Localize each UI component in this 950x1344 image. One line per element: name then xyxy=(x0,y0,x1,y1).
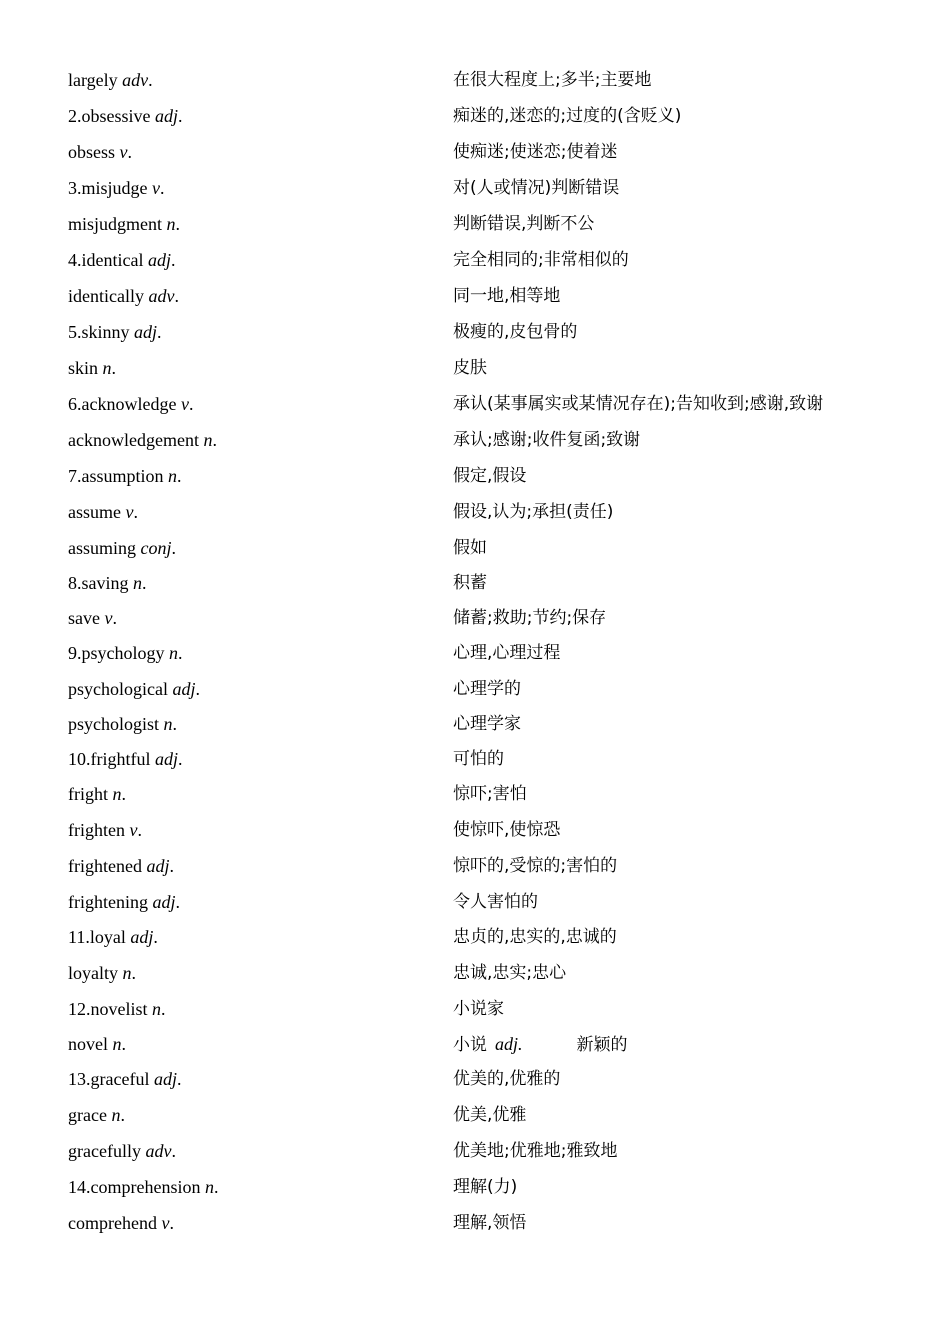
entry-meaning: 心理学家 xyxy=(453,714,521,734)
entry-meaning: 承认(某事属实或某情况存在);告知收到;感谢,致谢 xyxy=(453,394,824,414)
entry-word: 8.saving n. xyxy=(68,573,147,593)
entry-meaning: 优美,优雅 xyxy=(453,1105,527,1125)
word-text: misjudgment xyxy=(68,214,162,234)
entry-meaning: 忠贞的,忠实的,忠诚的 xyxy=(453,927,617,947)
entry-row xyxy=(68,494,898,530)
entry-word: 14.comprehension n. xyxy=(68,1177,219,1197)
entry-meaning: 可怕的 xyxy=(453,749,504,769)
entry-word: obsess v. xyxy=(68,142,133,162)
word-text: 13.graceful xyxy=(68,1069,150,1089)
entry-row xyxy=(68,422,898,458)
entry-meaning: 惊吓;害怕 xyxy=(453,784,527,804)
extra-part-of-speech: adj. xyxy=(495,1034,523,1054)
entry-row xyxy=(68,1061,898,1097)
word-text: 10.frightful xyxy=(68,749,151,769)
part-of-speech: adj xyxy=(153,1069,177,1089)
word-text: 7.assumption xyxy=(68,466,164,486)
entry-word: assume v. xyxy=(68,502,138,522)
entry-row xyxy=(68,170,898,206)
word-text: 8.saving xyxy=(68,573,129,593)
part-of-speech: conj xyxy=(140,538,172,558)
entry-word: novel n. xyxy=(68,1034,126,1054)
entry-meaning: 使惊吓,使惊恐 xyxy=(453,820,561,840)
entry-row xyxy=(68,812,898,848)
part-of-speech: adv xyxy=(122,70,149,90)
entry-row xyxy=(68,919,898,955)
entry-meaning: 优美地;优雅地;雅致地 xyxy=(453,1141,618,1161)
word-text: 6.acknowledge xyxy=(68,394,177,414)
part-of-speech: v xyxy=(104,608,113,628)
word-text: loyalty xyxy=(68,963,118,983)
entry-meaning: 同一地,相等地 xyxy=(453,286,561,306)
part-of-speech: adj xyxy=(134,322,158,342)
entry-meaning: 极瘦的,皮包骨的 xyxy=(453,322,578,342)
entry-word: fright n. xyxy=(68,784,126,804)
word-text: comprehend xyxy=(68,1213,157,1233)
word-text: assume xyxy=(68,502,121,522)
word-text: save xyxy=(68,608,100,628)
entry-word: frightened adj. xyxy=(68,856,174,876)
entry-row xyxy=(68,635,898,671)
entry-word: gracefully adv. xyxy=(68,1141,176,1161)
entry-row xyxy=(68,671,898,706)
word-text: 4.identical xyxy=(68,250,144,270)
vocabulary-list xyxy=(68,62,898,1241)
entry-row xyxy=(68,600,898,635)
part-of-speech: n xyxy=(169,643,178,663)
entry-row xyxy=(68,848,898,884)
entry-meaning: 理解(力) xyxy=(453,1177,518,1197)
entry-word: 3.misjudge v. xyxy=(68,178,165,198)
word-text: psychological xyxy=(68,679,168,699)
entry-word: grace n. xyxy=(68,1105,125,1125)
entry-meaning: 假设,认为;承担(责任) xyxy=(453,502,614,522)
word-text: frightening xyxy=(68,892,148,912)
entry-row xyxy=(68,884,898,919)
entry-word: save v. xyxy=(68,608,117,628)
word-text: 9.psychology xyxy=(68,643,165,663)
part-of-speech: adj xyxy=(147,250,171,270)
entry-row xyxy=(68,565,898,600)
part-of-speech: n xyxy=(112,1034,122,1054)
word-text: 2.obsessive xyxy=(68,106,151,126)
entry-row xyxy=(68,530,898,565)
word-text: 5.skinny xyxy=(68,322,130,342)
entry-word: frighten v. xyxy=(68,820,142,840)
entry-row xyxy=(68,741,898,776)
entry-row xyxy=(68,242,898,278)
entry-meaning: 忠诚,忠实;忠心 xyxy=(453,963,567,983)
word-text: 14.comprehension xyxy=(68,1177,201,1197)
entry-word: loyalty n. xyxy=(68,963,136,983)
part-of-speech: n xyxy=(102,358,112,378)
word-text: 12.novelist xyxy=(68,999,148,1019)
entry-meaning: 令人害怕的 xyxy=(453,892,538,912)
word-text: psychologist xyxy=(68,714,160,734)
entry-row xyxy=(68,62,898,98)
part-of-speech: adj xyxy=(155,749,179,769)
word-text: 3.misjudge xyxy=(68,178,148,198)
entry-row xyxy=(68,706,898,741)
entry-meaning: 储蓄;救助;节约;保存 xyxy=(453,608,607,628)
part-of-speech: adj xyxy=(146,856,170,876)
entry-row xyxy=(68,350,898,386)
entry-row xyxy=(68,991,898,1026)
word-text: grace xyxy=(68,1105,107,1125)
entry-row xyxy=(68,458,898,494)
entry-word: 6.acknowledge v. xyxy=(68,394,194,414)
part-of-speech: adv xyxy=(148,286,175,306)
entry-row xyxy=(68,278,898,314)
part-of-speech: v xyxy=(152,178,160,198)
extra-pos-text: adj xyxy=(495,1034,519,1054)
extra-meaning: 新颖的 xyxy=(576,1035,628,1055)
entry-word: 4.identical adj. xyxy=(68,250,176,270)
entry-meaning: 优美的,优雅的 xyxy=(453,1069,561,1089)
part-of-speech: adv xyxy=(145,1141,172,1161)
part-of-speech: n xyxy=(152,999,161,1019)
part-of-speech: v xyxy=(125,502,134,522)
entry-word: largely adv. xyxy=(68,70,153,90)
entry-meaning: 假如 xyxy=(453,538,487,558)
entry-meaning: 小说家 xyxy=(453,999,504,1019)
entry-row xyxy=(68,1026,898,1061)
entry-word: misjudgment n. xyxy=(68,214,180,234)
part-of-speech: n xyxy=(163,714,173,734)
entry-meaning: 对(人或情况)判断错误 xyxy=(453,178,620,198)
entry-row xyxy=(68,134,898,170)
entry-word: 9.psychology n. xyxy=(68,643,183,663)
word-text: frighten xyxy=(68,820,125,840)
word-text: assuming xyxy=(68,538,137,558)
entry-word: skin n. xyxy=(68,358,117,378)
entry-meaning: 皮肤 xyxy=(453,358,487,378)
part-of-speech: n xyxy=(111,1105,121,1125)
part-of-speech: v xyxy=(161,1213,170,1233)
entry-word: 12.novelist n. xyxy=(68,999,166,1019)
word-text: largely xyxy=(68,70,118,90)
part-of-speech: n xyxy=(168,466,178,486)
word-text: fright xyxy=(68,784,108,804)
entry-meaning: 理解,领悟 xyxy=(453,1213,527,1233)
part-of-speech: n xyxy=(112,784,122,804)
word-text: identically xyxy=(68,286,144,306)
entry-row xyxy=(68,314,898,350)
part-of-speech: adj xyxy=(130,927,154,947)
entry-row xyxy=(68,1169,898,1205)
entry-word: comprehend v. xyxy=(68,1213,174,1233)
entry-word: identically adv. xyxy=(68,286,179,306)
entry-meaning: 痴迷的,迷恋的;过度的(含贬义) xyxy=(453,106,682,126)
word-text: 11.loyal xyxy=(68,927,126,947)
entry-word: psychologist n. xyxy=(68,714,178,734)
part-of-speech: n xyxy=(203,430,213,450)
entry-row xyxy=(68,1205,898,1241)
entry-meaning: 心理,心理过程 xyxy=(453,643,561,663)
part-of-speech: adj xyxy=(155,106,179,126)
entry-meaning: 判断错误,判断不公 xyxy=(453,214,595,234)
entry-row xyxy=(68,1097,898,1133)
entry-meaning: 完全相同的;非常相似的 xyxy=(453,250,629,270)
part-of-speech: v xyxy=(119,142,128,162)
entry-word: 11.loyal adj. xyxy=(68,927,158,947)
entry-word: 13.graceful adj. xyxy=(68,1069,182,1089)
entry-word: 5.skinny adj. xyxy=(68,322,162,342)
entry-word: 7.assumption n. xyxy=(68,466,182,486)
entry-word: assuming conj. xyxy=(68,538,177,558)
entry-word: psychological adj. xyxy=(68,679,200,699)
entry-word: 10.frightful adj. xyxy=(68,749,183,769)
entry-meaning: 使痴迷;使迷恋;使着迷 xyxy=(453,142,618,162)
entry-meaning: 积蓄 xyxy=(453,573,487,593)
entry-row xyxy=(68,98,898,134)
part-of-speech: n xyxy=(166,214,176,234)
entry-word: acknowledgement n. xyxy=(68,430,217,450)
word-text: gracefully xyxy=(68,1141,141,1161)
entry-row xyxy=(68,386,898,422)
entry-row xyxy=(68,776,898,812)
entry-meaning: 在很大程度上;多半;主要地 xyxy=(453,70,652,90)
part-of-speech: n xyxy=(122,963,132,983)
part-of-speech: v xyxy=(180,394,189,414)
entry-meaning: 承认;感谢;收件复函;致谢 xyxy=(453,430,641,450)
word-text: obsess xyxy=(68,142,116,162)
part-of-speech: n xyxy=(133,573,142,593)
word-text: novel xyxy=(68,1034,108,1054)
part-of-speech: v xyxy=(129,820,138,840)
entry-meaning: 心理学的 xyxy=(453,679,521,699)
word-text: acknowledgement xyxy=(68,430,199,450)
entry-word: 2.obsessive adj. xyxy=(68,106,183,126)
meaning-text: 小说 xyxy=(453,1035,487,1055)
entry-word: frightening adj. xyxy=(68,892,180,912)
part-of-speech: adj xyxy=(172,679,196,699)
part-of-speech: adj xyxy=(152,892,176,912)
word-text: frightened xyxy=(68,856,142,876)
entry-row xyxy=(68,1133,898,1169)
entry-meaning xyxy=(453,1026,628,1063)
entry-row xyxy=(68,206,898,242)
word-text: skin xyxy=(68,358,99,378)
entry-meaning: 惊吓的,受惊的;害怕的 xyxy=(453,856,618,876)
part-of-speech: n xyxy=(204,1177,214,1197)
entry-row xyxy=(68,955,898,991)
entry-meaning: 假定,假设 xyxy=(453,466,527,486)
